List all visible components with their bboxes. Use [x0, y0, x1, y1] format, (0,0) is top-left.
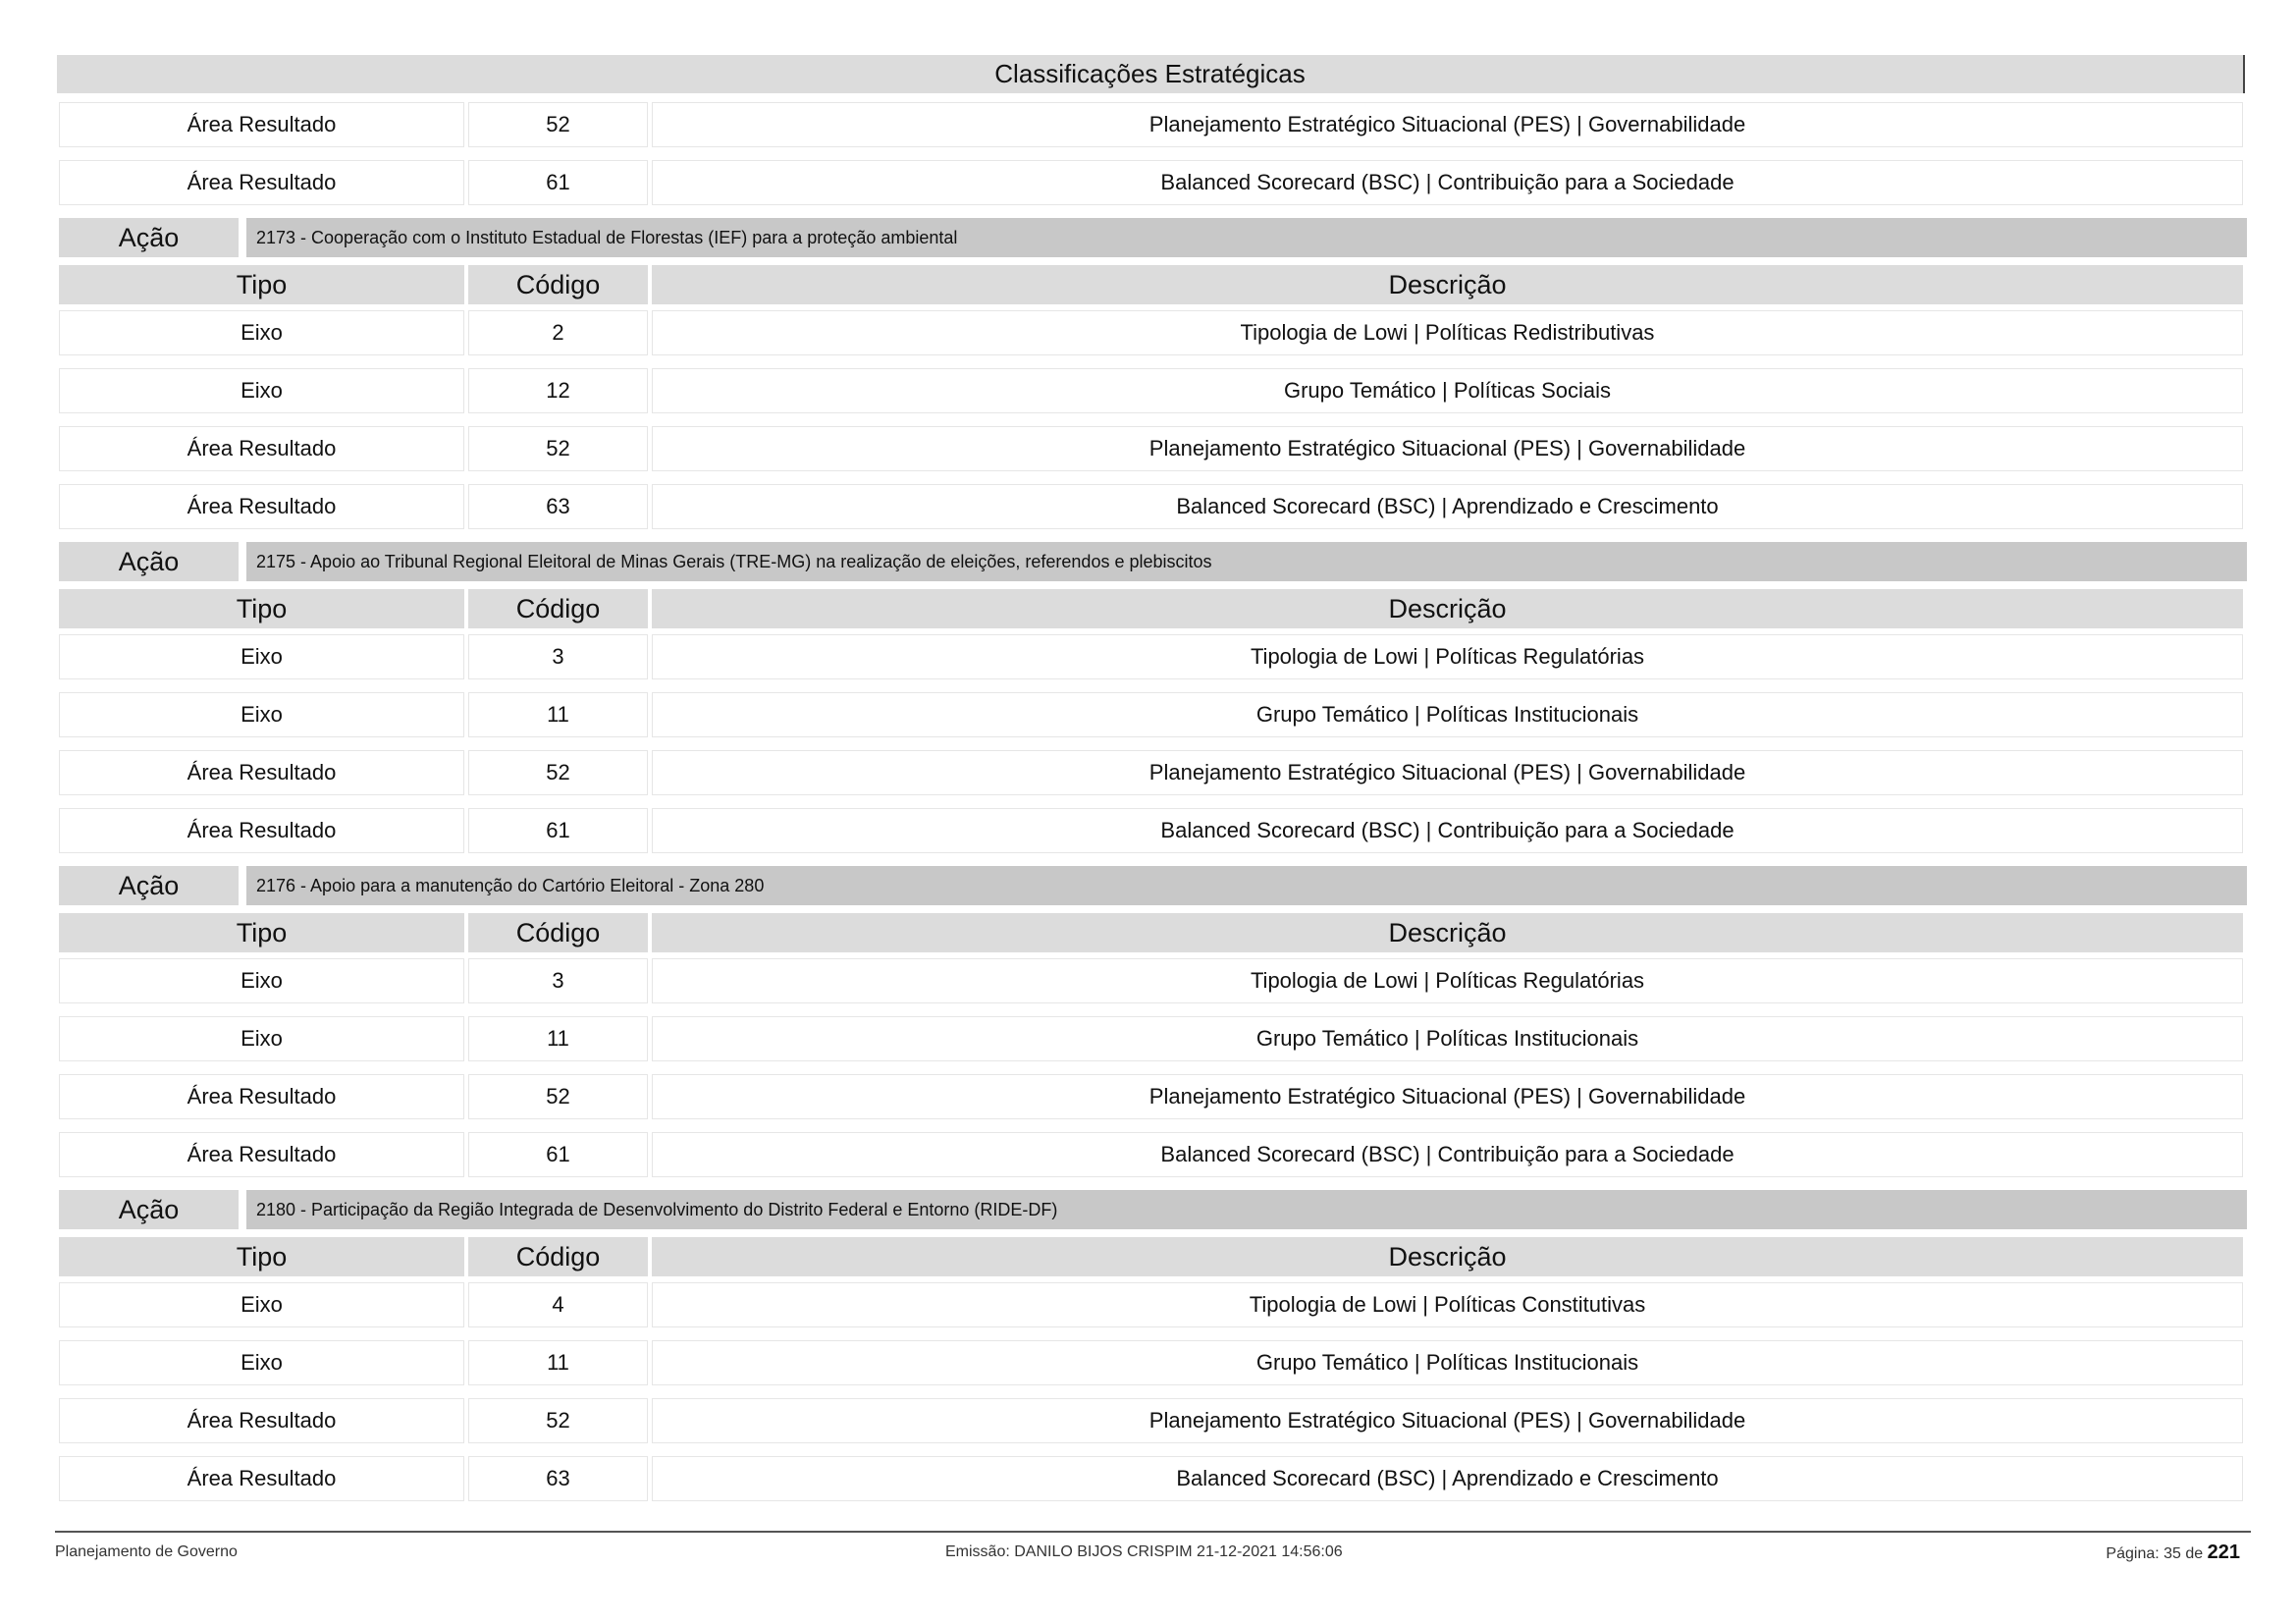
header-codigo: Código [468, 1237, 648, 1276]
column-headers [59, 913, 2247, 952]
tipo-cell: Eixo [59, 1340, 464, 1385]
descricao-cell: Planejamento Estratégico Situacional (PES) | Governabilidade [652, 750, 2243, 795]
header-descricao: Descrição [652, 1237, 2243, 1276]
tipo-cell: Área Resultado [59, 484, 464, 529]
header-tipo: Tipo [59, 1237, 464, 1276]
codigo-cell: 52 [468, 750, 648, 795]
tipo-cell: Eixo [59, 310, 464, 355]
column-headers [59, 1237, 2247, 1276]
acao-label: Ação [59, 542, 239, 581]
table-row [59, 750, 2247, 795]
acao-title: 2176 - Apoio para a manutenção do Cartório Eleitoral - Zona 280 [246, 866, 2247, 905]
table-row [59, 1398, 2247, 1443]
table-row [59, 1016, 2247, 1061]
table-row [59, 1456, 2247, 1501]
codigo-cell: 2 [468, 310, 648, 355]
header-descricao: Descrição [652, 913, 2243, 952]
acao-header [59, 1190, 2247, 1229]
tipo-cell: Área Resultado [59, 1074, 464, 1119]
header-descricao: Descrição [652, 265, 2243, 304]
descricao-cell: Tipologia de Lowi | Políticas Redistributivas [652, 310, 2243, 355]
table-row [59, 426, 2247, 471]
acao-header [59, 542, 2247, 581]
descricao-cell: Planejamento Estratégico Situacional (PES) | Governabilidade [652, 1398, 2243, 1443]
header-codigo: Código [468, 265, 648, 304]
descricao-cell: Grupo Temático | Políticas Institucionais [652, 692, 2243, 737]
descricao-cell: Planejamento Estratégico Situacional (PES) | Governabilidade [652, 426, 2243, 471]
descricao-cell: Grupo Temático | Políticas Institucionais [652, 1016, 2243, 1061]
table-row [59, 102, 2247, 147]
tipo-cell: Eixo [59, 1016, 464, 1061]
tipo-cell: Área Resultado [59, 426, 464, 471]
table-row [59, 1132, 2247, 1177]
descricao-cell: Tipologia de Lowi | Políticas Regulatórias [652, 958, 2243, 1003]
header-descricao: Descrição [652, 589, 2243, 628]
descricao-cell: Balanced Scorecard (BSC) | Contribuição para a Sociedade [652, 808, 2243, 853]
codigo-cell: 63 [468, 1456, 648, 1501]
codigo-cell: 3 [468, 634, 648, 679]
header-codigo: Código [468, 913, 648, 952]
codigo-cell: 52 [468, 1074, 648, 1119]
header-tipo: Tipo [59, 913, 464, 952]
descricao-cell: Planejamento Estratégico Situacional (PES) | Governabilidade [652, 1074, 2243, 1119]
codigo-cell: 61 [468, 160, 648, 205]
codigo-cell: 52 [468, 1398, 648, 1443]
tipo-cell: Área Resultado [59, 102, 464, 147]
page-prefix: Página: 35 de [2106, 1545, 2204, 1562]
acao-label: Ação [59, 218, 239, 257]
descricao-cell: Grupo Temático | Políticas Institucionais [652, 1340, 2243, 1385]
acao-label: Ação [59, 1190, 239, 1229]
table-row [59, 634, 2247, 679]
codigo-cell: 61 [468, 808, 648, 853]
descricao-cell: Grupo Temático | Políticas Sociais [652, 368, 2243, 413]
codigo-cell: 11 [468, 1016, 648, 1061]
acao-title: 2180 - Participação da Região Integrada de Desenvolvimento do Distrito Federal e Entorno (RIDE-DF) [246, 1190, 2247, 1229]
tipo-cell: Eixo [59, 368, 464, 413]
column-headers [59, 265, 2247, 304]
table-row [59, 1340, 2247, 1385]
table-row [59, 368, 2247, 413]
footer-divider [55, 1531, 2251, 1533]
page-footer [55, 1542, 2240, 1565]
tipo-cell: Área Resultado [59, 808, 464, 853]
descricao-cell: Balanced Scorecard (BSC) | Aprendizado e Crescimento [652, 484, 2243, 529]
codigo-cell: 52 [468, 426, 648, 471]
acao-title: 2173 - Cooperação com o Instituto Estadual de Florestas (IEF) para a proteção ambiental [246, 218, 2247, 257]
descricao-cell: Tipologia de Lowi | Políticas Regulatórias [652, 634, 2243, 679]
table-row [59, 160, 2247, 205]
descricao-cell: Balanced Scorecard (BSC) | Contribuição para a Sociedade [652, 160, 2243, 205]
descricao-cell: Balanced Scorecard (BSC) | Contribuição para a Sociedade [652, 1132, 2243, 1177]
tipo-cell: Área Resultado [59, 1456, 464, 1501]
footer-emission: Emissão: DANILO BIJOS CRISPIM 21-12-2021 14:56:06 [945, 1543, 1343, 1560]
acao-header [59, 866, 2247, 905]
footer-page-number [2106, 1542, 2240, 1564]
table-row [59, 808, 2247, 853]
header-tipo: Tipo [59, 589, 464, 628]
header-tipo: Tipo [59, 265, 464, 304]
codigo-cell: 11 [468, 692, 648, 737]
tipo-cell: Área Resultado [59, 1398, 464, 1443]
table-row [59, 310, 2247, 355]
table-row [59, 1074, 2247, 1119]
tipo-cell: Eixo [59, 1282, 464, 1327]
tipo-cell: Eixo [59, 634, 464, 679]
table-row [59, 958, 2247, 1003]
footer-department: Planejamento de Governo [55, 1543, 238, 1560]
tipo-cell: Área Resultado [59, 750, 464, 795]
descricao-cell: Planejamento Estratégico Situacional (PES) | Governabilidade [652, 102, 2243, 147]
table-row [59, 1282, 2247, 1327]
acao-title: 2175 - Apoio ao Tribunal Regional Eleitoral de Minas Gerais (TRE-MG) na realização de eleições, referendos e plebiscitos [246, 542, 2247, 581]
acao-label: Ação [59, 866, 239, 905]
codigo-cell: 63 [468, 484, 648, 529]
table-row [59, 692, 2247, 737]
tipo-cell: Área Resultado [59, 160, 464, 205]
descricao-cell: Tipologia de Lowi | Políticas Constitutivas [652, 1282, 2243, 1327]
codigo-cell: 61 [468, 1132, 648, 1177]
codigo-cell: 4 [468, 1282, 648, 1327]
descricao-cell: Balanced Scorecard (BSC) | Aprendizado e Crescimento [652, 1456, 2243, 1501]
section-title: Classificações Estratégicas [57, 55, 2245, 93]
page-total: 221 [2207, 1542, 2240, 1563]
codigo-cell: 12 [468, 368, 648, 413]
tipo-cell: Eixo [59, 958, 464, 1003]
header-codigo: Código [468, 589, 648, 628]
tipo-cell: Eixo [59, 692, 464, 737]
column-headers [59, 589, 2247, 628]
tipo-cell: Área Resultado [59, 1132, 464, 1177]
classification-table [59, 102, 2247, 1514]
table-row [59, 484, 2247, 529]
acao-header [59, 218, 2247, 257]
codigo-cell: 52 [468, 102, 648, 147]
codigo-cell: 3 [468, 958, 648, 1003]
codigo-cell: 11 [468, 1340, 648, 1385]
